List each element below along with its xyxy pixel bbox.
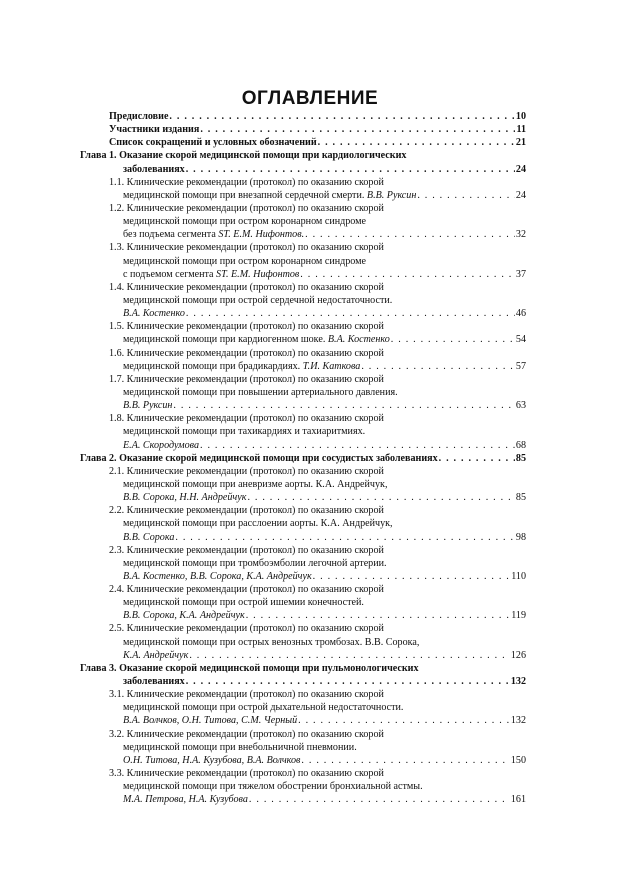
section-line: 1.1. Клинические рекомендации (протокол) по оказанию скорой <box>109 176 384 188</box>
toc-author: Т.И. Каткова <box>302 360 361 372</box>
section-entry <box>80 333 526 346</box>
section-line: медицинской помощи при острых венозных тромбозах. В.В. Сорока, <box>123 636 420 648</box>
page-number: 132 <box>510 676 526 688</box>
page-number: 161 <box>510 794 526 806</box>
section-entry <box>80 491 526 504</box>
dot-leader <box>313 570 511 583</box>
section-line: 2.1. Клинические рекомендации (протокол) по оказанию скорой <box>109 465 384 477</box>
front-entry <box>80 110 526 123</box>
toc-author: О.Н. Титова, Н.А. Кузубова, В.А. Волчков <box>123 754 301 766</box>
dot-leader <box>246 609 511 622</box>
section-entry-text <box>123 399 172 412</box>
section-line: 3.2. Клинические рекомендации (протокол) по оказанию скорой <box>109 728 384 740</box>
toc-label: Глава 2. Оказание скорой медицинской помощи при сосудистых заболеваниях <box>80 452 438 464</box>
dot-leader <box>391 333 515 346</box>
page-number: 85 <box>515 492 526 504</box>
section-entry-text <box>123 714 297 727</box>
page-number: 21 <box>515 137 526 149</box>
dot-leader <box>175 531 515 544</box>
dot-leader <box>247 491 514 504</box>
page-number: 132 <box>510 715 526 727</box>
toc-label: медицинской помощи при кардиогенном шоке. <box>123 334 328 346</box>
dot-leader <box>300 268 515 281</box>
toc-label: Список сокращений и условных обозначений <box>109 137 317 149</box>
page-number: 54 <box>515 334 526 346</box>
chapter-heading: Глава 1. Оказание скорой медицинской помощи при кардиологических <box>80 150 407 162</box>
section-line: 2.3. Клинические рекомендации (протокол) по оказанию скорой <box>109 544 384 556</box>
section-entry <box>80 531 526 544</box>
section-line: 1.8. Клинические рекомендации (протокол) по оказанию скорой <box>109 413 384 425</box>
toc-author: В.В. Сорока, Н.Н. Андрейчук <box>123 492 247 504</box>
dot-leader <box>189 649 510 662</box>
dot-leader <box>169 110 514 123</box>
chapter-heading-end-text <box>123 163 185 176</box>
dot-leader <box>200 123 515 136</box>
section-entry-text <box>123 228 304 241</box>
section-line: 2.5. Клинические рекомендации (протокол) по оказанию скорой <box>109 623 384 635</box>
dot-leader <box>301 754 509 767</box>
section-line: медицинской помощи при тяжелом обострении бронхиальной астмы. <box>123 781 423 793</box>
toc-label: медицинской помощи при брадикардиях. <box>123 360 303 372</box>
page-number: 110 <box>511 570 526 582</box>
section-line: медицинской помощи при остром коронарном синдроме <box>123 216 367 228</box>
section-entry <box>80 793 526 806</box>
dot-leader <box>305 228 515 241</box>
dot-leader <box>200 439 515 452</box>
front-entry <box>80 136 526 149</box>
section-entry <box>80 307 526 320</box>
section-line: 3.1. Клинические рекомендации (протокол) по оказанию скорой <box>109 689 384 701</box>
toc-author: В.В. Сорока, К.А. Андрейчук <box>123 610 245 622</box>
section-line: медицинской помощи при аневризме аорты. К.А. Андрейчук, <box>123 478 388 490</box>
section-line: медицинской помощи при острой ишемии конечностей. <box>123 597 364 609</box>
page-number: 24 <box>515 189 526 201</box>
chapter-heading-end-text <box>80 452 438 465</box>
toc-author: ST. Е.М. Нифонтов. <box>218 229 305 241</box>
page-number: 24 <box>515 163 526 175</box>
section-line: медицинской помощи при тахикардиях и тахиаритмиях. <box>123 426 366 438</box>
page-number: 10 <box>515 111 526 122</box>
page-number: 57 <box>515 360 526 372</box>
table-of-contents <box>80 110 526 806</box>
section-entry <box>80 649 526 662</box>
toc-label: заболеваниях <box>123 676 185 688</box>
chapter-heading-end <box>80 163 526 176</box>
toc-author: В.А. Волчков, О.Н. Титова, С.М. Черный <box>123 715 298 727</box>
chapter-heading-end <box>80 675 526 688</box>
chapter-heading: Глава 3. Оказание скорой медицинской помощи при пульмонологических <box>80 662 419 674</box>
section-entry-text <box>123 189 416 202</box>
toc-author: Е.А. Скородумова <box>123 439 200 451</box>
section-entry <box>80 360 526 373</box>
section-entry <box>80 570 526 583</box>
toc-label: заболеваниях <box>123 163 185 175</box>
section-line: медицинской помощи при острой дыхательной недостаточности. <box>123 702 404 714</box>
section-line: медицинской помощи при острой сердечной недостаточности. <box>123 294 393 306</box>
dot-leader <box>249 793 510 806</box>
dot-leader <box>318 136 515 149</box>
section-entry <box>80 714 526 727</box>
section-line: медицинской помощи при остром коронарном синдроме <box>123 255 367 267</box>
section-entry <box>80 268 526 281</box>
toc-author: В.В. Руксин <box>123 400 173 412</box>
section-entry-text <box>123 609 245 622</box>
section-line: 1.5. Клинические рекомендации (протокол) по оказанию скорой <box>109 321 384 333</box>
section-entry-text <box>123 754 300 767</box>
front-entry-text <box>109 110 168 123</box>
dot-leader <box>439 452 515 465</box>
page-number: 119 <box>511 610 526 622</box>
toc-author: В.А. Костенко <box>327 334 390 346</box>
section-entry-text <box>123 491 246 504</box>
chapter-heading-end <box>80 452 526 465</box>
dot-leader <box>186 163 515 176</box>
section-line: 1.2. Клинические рекомендации (протокол) по оказанию скорой <box>109 202 384 214</box>
section-line: медицинской помощи при расслоении аорты. К.А. Андрейчук, <box>123 518 393 530</box>
section-entry-text <box>123 307 185 320</box>
toc-label: медицинской помощи при внезапной сердечной смерти. <box>123 189 367 201</box>
dot-leader <box>186 307 515 320</box>
section-entry <box>80 228 526 241</box>
page-number: 68 <box>515 439 526 451</box>
section-entry <box>80 399 526 412</box>
section-line: медицинской помощи при тромбоэмболии легочной артерии. <box>123 557 387 569</box>
page-number: 11 <box>516 124 526 136</box>
front-entry-text <box>109 136 317 149</box>
toc-author: К.А. Андрейчук <box>123 649 189 661</box>
page-number: 37 <box>515 268 526 280</box>
toc-author: ST. Е.М. Нифонтов <box>216 268 300 280</box>
chapter-heading-end-text <box>123 675 185 688</box>
toc-author: В.А. Костенко, В.В. Сорока, К.А. Андрейчук <box>123 570 312 582</box>
section-line: медицинской помощи при внебольничной пневмонии. <box>123 741 357 753</box>
toc-author: В.В. Руксин <box>366 189 417 201</box>
section-entry <box>80 609 526 622</box>
front-entry <box>80 123 526 136</box>
section-entry-text <box>123 439 199 452</box>
section-line: 3.3. Клинические рекомендации (протокол) по оказанию скорой <box>109 768 384 780</box>
dot-leader <box>417 189 515 202</box>
toc-author: М.А. Петрова, Н.А. Кузубова <box>123 794 248 806</box>
section-entry-text <box>123 531 174 544</box>
section-line: 1.4. Клинические рекомендации (протокол) по оказанию скорой <box>109 281 384 293</box>
dot-leader <box>361 360 515 373</box>
dot-leader <box>298 714 510 727</box>
section-entry-text <box>123 649 188 662</box>
section-entry-text <box>123 570 312 583</box>
toc-label: Участники издания <box>109 124 200 136</box>
section-line: 2.2. Клинические рекомендации (протокол) по оказанию скорой <box>109 505 384 517</box>
section-entry-text <box>123 268 299 281</box>
section-entry-text <box>123 360 360 373</box>
front-entry-text <box>109 123 199 136</box>
page-number: 98 <box>515 531 526 543</box>
toc-author: В.А. Костенко <box>123 308 185 320</box>
section-line: 1.6. Клинические рекомендации (протокол) по оказанию скорой <box>109 347 384 359</box>
toc-author: В.В. Сорока <box>123 531 175 543</box>
section-line: медицинской помощи при повышении артериального давления. <box>123 386 398 398</box>
page-number: 150 <box>510 754 526 766</box>
page-number: 85 <box>515 452 526 464</box>
section-entry-text <box>123 793 248 806</box>
page-number: 32 <box>515 229 526 241</box>
dot-leader <box>186 675 510 688</box>
section-entry <box>80 754 526 767</box>
toc-label: Предисловие <box>109 111 169 122</box>
page-title: ОГЛАВЛЕНИЕ <box>241 88 379 109</box>
section-line: 1.3. Клинические рекомендации (протокол) по оказанию скорой <box>109 242 384 254</box>
page-number: 63 <box>515 400 526 412</box>
section-entry <box>80 189 526 202</box>
section-line: 1.7. Клинические рекомендации (протокол) по оказанию скорой <box>109 373 384 385</box>
section-entry-text <box>123 333 390 346</box>
dot-leader <box>173 399 514 412</box>
page-number: 46 <box>515 308 526 320</box>
section-entry <box>80 439 526 452</box>
toc-label: без подъема сегмента <box>123 229 219 241</box>
toc-label: с подъемом сегмента <box>123 268 217 280</box>
page-number: 126 <box>510 649 526 661</box>
section-line: 2.4. Клинические рекомендации (протокол) по оказанию скорой <box>109 584 384 596</box>
